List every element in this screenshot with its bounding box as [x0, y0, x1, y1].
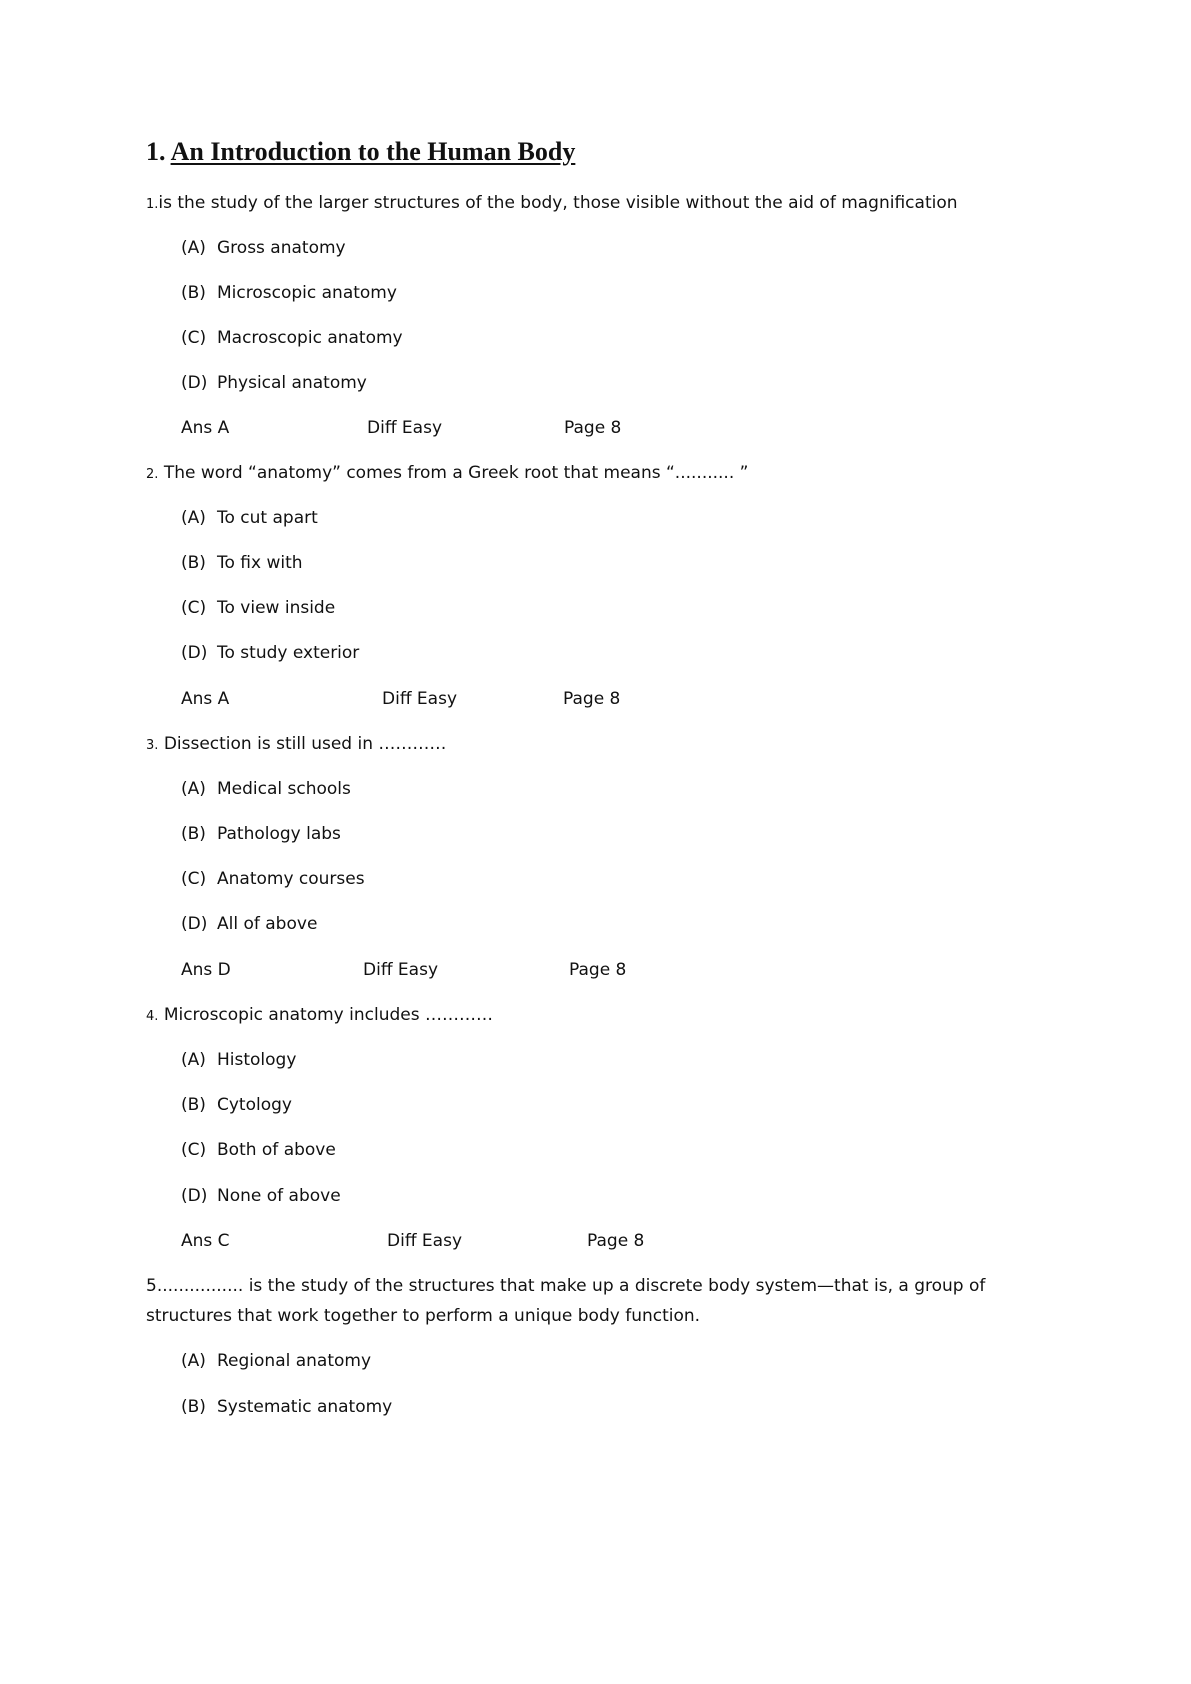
question-number: 2. — [146, 467, 159, 482]
option-text: Pathology labs — [217, 824, 341, 844]
question-text: ................ is the study of the structures that make up a discrete body system—that is, a group of structures that work together to perform a unique body function. — [146, 1276, 986, 1326]
option-letter: (B) — [181, 1095, 206, 1115]
option-b — [181, 548, 303, 578]
option-b — [181, 1090, 292, 1120]
option-text: None of above — [217, 1186, 341, 1206]
answer-row — [181, 1226, 881, 1256]
option-b — [181, 819, 341, 849]
option-letter: (B) — [181, 824, 206, 844]
chapter-title — [146, 136, 575, 168]
option-text: Anatomy courses — [217, 869, 365, 889]
option-letter: (A) — [181, 508, 206, 528]
option-text: Gross anatomy — [217, 238, 346, 258]
question-text: The word “anatomy” comes from a Greek root that means “........... ” — [163, 463, 749, 483]
option-a — [181, 1045, 296, 1075]
difficulty-label: Diff Easy — [387, 1231, 463, 1251]
option-letter: (C) — [181, 1140, 207, 1160]
option-letter: (D) — [181, 373, 208, 393]
option-d — [181, 368, 367, 398]
option-text: To study exterior — [217, 643, 360, 663]
option-letter: (C) — [181, 598, 207, 618]
question-number: 3. — [146, 738, 159, 753]
option-c — [181, 1135, 336, 1165]
question-5 — [146, 1271, 1046, 1331]
difficulty-label: Diff Easy — [382, 689, 458, 709]
option-d — [181, 909, 317, 939]
option-text: Histology — [217, 1050, 297, 1070]
answer-row — [181, 684, 881, 714]
question-number: 1. — [146, 197, 159, 212]
question-4 — [146, 1000, 493, 1032]
option-text: Both of above — [217, 1140, 336, 1160]
option-c — [181, 593, 335, 623]
option-letter: (D) — [181, 643, 208, 663]
option-letter: (A) — [181, 779, 206, 799]
difficulty-label: Diff Easy — [363, 960, 439, 980]
answer-row — [181, 413, 881, 443]
option-text: To view inside — [217, 598, 336, 618]
option-letter: (A) — [181, 1351, 206, 1371]
option-a — [181, 774, 351, 804]
option-letter: (C) — [181, 869, 207, 889]
option-text: To fix with — [217, 553, 303, 573]
option-c — [181, 864, 365, 894]
answer-label: Ans A — [181, 418, 230, 438]
option-text: Medical schools — [217, 779, 351, 799]
question-text: is the study of the larger structures of the body, those visible without the aid of magnification — [158, 193, 958, 213]
option-letter: (D) — [181, 1186, 208, 1206]
answer-label: Ans C — [181, 1231, 230, 1251]
page-label: Page 8 — [569, 960, 627, 980]
option-b — [181, 278, 397, 308]
answer-label: Ans D — [181, 960, 231, 980]
question-number: 4. — [146, 1009, 159, 1024]
option-letter: (B) — [181, 553, 206, 573]
option-letter: (C) — [181, 328, 207, 348]
option-letter: (A) — [181, 238, 206, 258]
option-text: To cut apart — [217, 508, 318, 528]
difficulty-label: Diff Easy — [367, 418, 443, 438]
option-d — [181, 1181, 341, 1211]
page-label: Page 8 — [564, 418, 622, 438]
question-number: 5 — [146, 1276, 157, 1296]
answer-row — [181, 955, 881, 985]
option-letter: (B) — [181, 283, 206, 303]
option-a — [181, 233, 346, 263]
option-text: Regional anatomy — [217, 1351, 372, 1371]
answer-label: Ans A — [181, 689, 230, 709]
option-a — [181, 1346, 371, 1376]
option-a — [181, 503, 318, 533]
option-text: Microscopic anatomy — [217, 283, 397, 303]
option-letter: (B) — [181, 1397, 206, 1417]
option-text: Physical anatomy — [217, 373, 367, 393]
option-text: All of above — [217, 914, 318, 934]
option-letter: (D) — [181, 914, 208, 934]
question-2 — [146, 458, 748, 490]
option-text: Cytology — [217, 1095, 292, 1115]
page-label: Page 8 — [587, 1231, 645, 1251]
option-c — [181, 323, 403, 353]
chapter-title-text: An Introduction to the Human Body — [170, 137, 576, 166]
chapter-number: 1. — [146, 137, 166, 166]
option-text: Macroscopic anatomy — [217, 328, 403, 348]
question-text: Microscopic anatomy includes ………… — [163, 1005, 493, 1025]
option-b — [181, 1392, 392, 1422]
question-3 — [146, 729, 446, 761]
option-d — [181, 638, 359, 668]
page-label: Page 8 — [563, 689, 621, 709]
option-text: Systematic anatomy — [217, 1397, 393, 1417]
question-text: Dissection is still used in ………… — [163, 734, 447, 754]
option-letter: (A) — [181, 1050, 206, 1070]
question-1 — [146, 188, 958, 220]
